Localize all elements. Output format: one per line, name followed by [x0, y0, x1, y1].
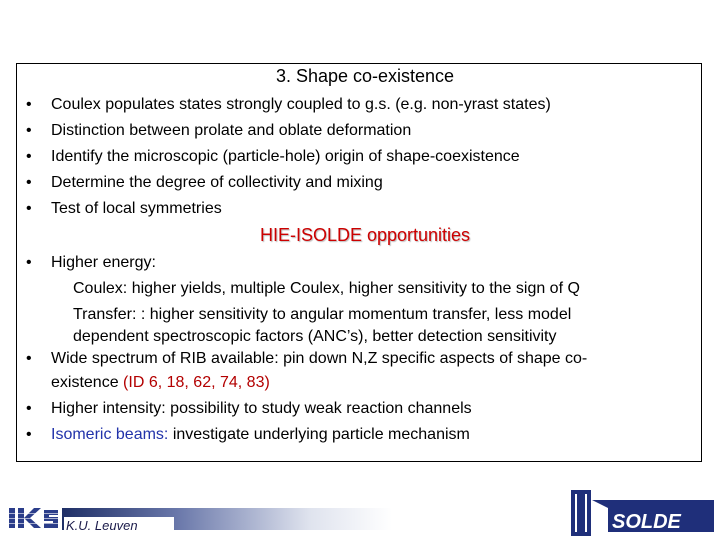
list-item-intensity: Higher intensity: possibility to study weak reaction channels — [51, 400, 472, 417]
bullet-marker: • — [26, 200, 32, 217]
sub-item: Transfer: : higher sensitivity to angular momentum transfer, less model — [73, 306, 572, 323]
list-item-isomeric — [51, 425, 470, 445]
id-list: (ID 6, 18, 62, 74, 83) — [123, 374, 270, 391]
isolde-logo-text: SOLDE — [612, 511, 681, 533]
sub-item: dependent spectroscopic factors (ANC’s), better detection sensitivity — [73, 328, 557, 345]
slide-title: 3. Shape co-existence — [275, 66, 455, 86]
sub-item: Coulex: higher yields, multiple Coulex, higher sensitivity to the sign of Q — [73, 280, 580, 297]
bullet-marker: • — [26, 400, 32, 417]
bullet-marker: • — [26, 174, 32, 191]
list-item-rib: Wide spectrum of RIB available: pin down N,Z specific aspects of shape co- — [51, 350, 588, 367]
bullet-marker: • — [26, 254, 32, 271]
bullet-marker: • — [26, 96, 32, 113]
isolde-logo — [568, 488, 718, 538]
isomeric-beams-label: Isomeric beams: — [51, 426, 169, 443]
list-item-rib-cont — [51, 373, 270, 393]
list-item: Distinction between prolate and oblate deformation — [51, 122, 412, 139]
rib-cont-text: existence — [51, 374, 124, 391]
iks-logo — [8, 505, 60, 531]
bullet-marker: • — [26, 148, 32, 165]
list-item-higher-energy: Higher energy: — [51, 254, 156, 271]
section-subtitle: HIE-ISOLDE opportunities — [259, 225, 471, 245]
isomeric-rest: investigate underlying particle mechanism — [168, 426, 470, 443]
bullet-marker: • — [26, 350, 32, 367]
list-item: Coulex populates states strongly coupled to g.s. (e.g. non-yrast states) — [51, 96, 551, 113]
list-item: Test of local symmetries — [51, 200, 222, 217]
footer-institution: K.U. Leuven — [66, 518, 138, 533]
list-item: Identify the microscopic (particle-hole) origin of shape-coexistence — [51, 148, 520, 165]
bullet-marker: • — [26, 122, 32, 139]
bullet-marker: • — [26, 426, 32, 443]
list-item: Determine the degree of collectivity and mixing — [51, 174, 383, 191]
